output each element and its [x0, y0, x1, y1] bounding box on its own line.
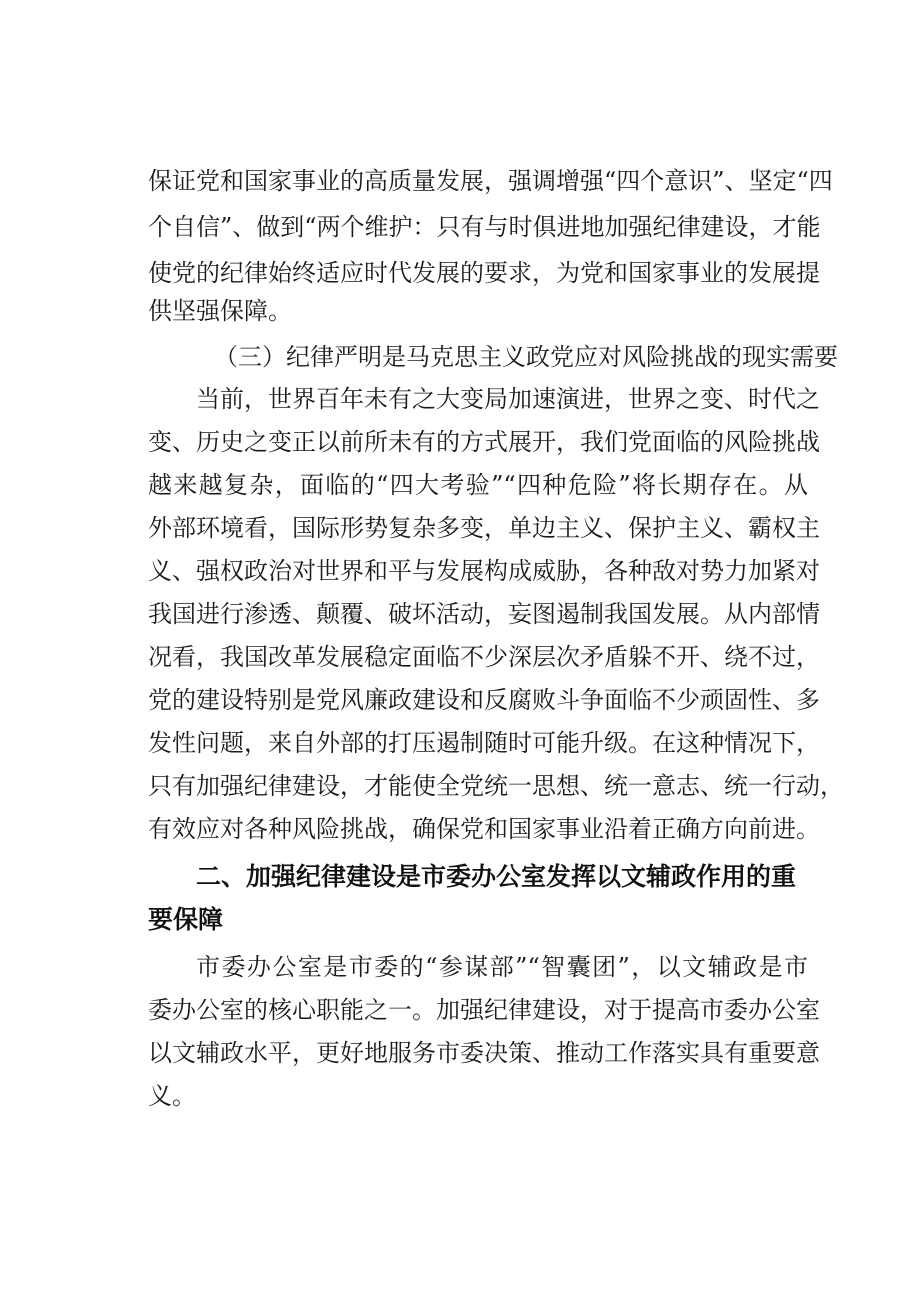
paragraph-2-line-2: 变、历史之变正以前所未有的方式展开，我们党面临的风险挑战 — [148, 428, 820, 456]
paragraph-2-line-8: 党的建设特别是党风廉政建设和反腐败斗争面临不少顽固性、多 — [148, 686, 820, 714]
paragraph-3-line-4: 义。 — [148, 1082, 196, 1110]
paragraph-2-line-1: 当前，世界百年未有之大变局加速演进，世界之变、时代之 — [196, 385, 820, 413]
section-heading-2-line-2: 要保障 — [148, 905, 224, 934]
paragraph-2-line-11: 有效应对各种风险挑战，确保党和国家事业沿着正确方向前进。 — [148, 815, 820, 843]
paragraph-3-line-3: 以文辅政水平，更好地服务市委决策、推动工作落实具有重要意 — [148, 1039, 820, 1067]
paragraph-3-line-1: 市委办公室是市委的“参谋部”“智囊团”，以文辅政是市 — [196, 953, 808, 981]
paragraph-1-line-2: 个自信”、做到“两个维护：只有与时俱进地加强纪律建设，才能 — [148, 213, 821, 241]
paragraph-2-line-7: 况看，我国改革发展稳定面临不少深层次矛盾躲不开、绕不过， — [148, 643, 820, 671]
paragraph-2-line-9: 发性问题，来自外部的打压遏制随时可能升级。在这种情况下， — [148, 729, 820, 757]
paragraph-2-line-5: 义、强权政治对世界和平与发展构成威胁，各种敌对势力加紧对 — [148, 557, 820, 585]
paragraph-1-line-4: 供坚强保障。 — [148, 297, 292, 325]
section-heading-2-line-1: 二、加强纪律建设是市委办公室发挥以文辅政作用的重 — [196, 862, 797, 891]
paragraph-2-line-10: 只有加强纪律建设，才能使全党统一思想、统一意志、统一行动， — [148, 772, 844, 800]
paragraph-1-line-1: 保证党和国家事业的高质量发展，强调增强“四个意识”、坚定“四 — [148, 167, 833, 195]
paragraph-2-line-3: 越来越复杂，面临的“四大考验”“四种危险”将长期存在。从 — [148, 471, 808, 499]
paragraph-3-line-2: 委办公室的核心职能之一。加强纪律建设，对于提高市委办公室 — [148, 996, 820, 1024]
paragraph-2-line-4: 外部环境看，国际形势复杂多变，单边主义、保护主义、霸权主 — [148, 514, 820, 542]
paragraph-2-line-6: 我国进行渗透、颠覆、破坏活动，妄图遏制我国发展。从内部情 — [148, 600, 820, 628]
paragraph-1-line-3: 使党的纪律始终适应时代发展的要求，为党和国家事业的发展提 — [148, 259, 820, 287]
subheading-3: （三）纪律严明是马克思主义政党应对风险挑战的现实需要 — [214, 343, 838, 371]
